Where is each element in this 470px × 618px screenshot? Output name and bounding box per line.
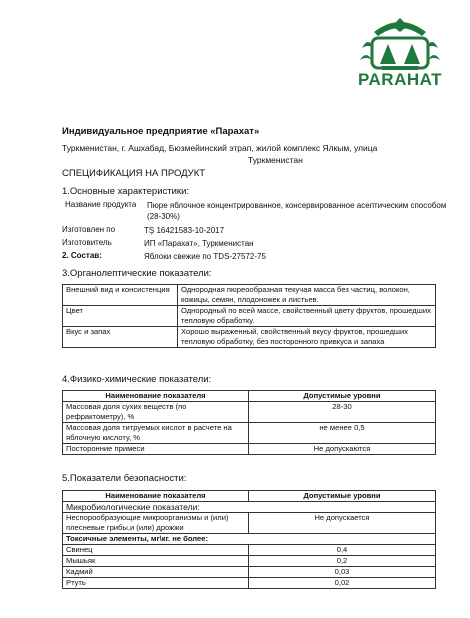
table-cell: 0,03 [249,567,436,578]
table-row [63,567,436,578]
section-5-heading: 5.Показатели безопасности: [62,473,187,484]
table-cell: 28-30 [249,402,436,423]
toxic-heading: Токсичные элементы, мг\кг. не более: [63,534,436,545]
table-cell: Однородная пюреообразная текучая масса без частиц, волокон, кожицы, семян, плодоножек и листьев. [178,285,436,306]
table-cell: Кадмий [63,567,249,578]
table-cell: Цвет [63,306,178,327]
section-4-heading: 4.Физико-химические показатели: [62,374,212,385]
table-cell: Ртуть [63,578,249,589]
table-row [63,545,436,556]
table-row [63,513,436,534]
kv-row [62,238,462,250]
table-row [63,285,436,306]
kv-value: ИП «Парахат», Туркменистан [144,239,254,248]
section-2-heading: 2. Состав: [62,251,102,260]
column-header: Наименование показателя [63,391,249,402]
address-line-1: Туркменистан, г. Ашхабад, Бюзмейинский этрап, жилой комплекс Ялкым, улица [62,143,378,153]
organoleptic-table [62,284,436,348]
table-cell: 0,02 [249,578,436,589]
table-row [63,402,436,423]
table-cell: Посторонние примеси [63,444,249,455]
table-cell: Неспорообразующие микроорганизмы и (или) плесневые грибы,и (или) дрожжи [63,513,249,534]
table-cell: 0,2 [249,556,436,567]
table-cell: 0,4 [249,545,436,556]
table-header-row [63,491,436,502]
table-header-row [63,391,436,402]
company-name: Индивидуальное предприятие «Парахат» [62,126,260,137]
table-cell: Однородный по всей массе, свойственный цвету фруктов, прошедших тепловую обработку. [178,306,436,327]
table-cell: Массовая доля сухих веществ (по рефрактометру), % [63,402,249,423]
table-row [63,306,436,327]
table-row [63,534,436,545]
column-header: Допустимые уровни [249,491,436,502]
table-row [63,556,436,567]
safety-table [62,490,436,589]
section-1-heading: 1.Основные характеристики: [62,186,190,197]
micro-heading: Микробиологические показатели: [63,502,436,513]
kv-key: Название продукта [65,200,137,209]
logo-text: PARAHAT [357,70,443,89]
table-row [63,444,436,455]
table-row [63,327,436,348]
table-cell: Вкус и запах [63,327,178,348]
kv-value: TŞ 16421583-10-2017 [144,226,225,235]
table-row [63,578,436,589]
table-cell: Хорошо выраженный, свойственный вкусу фруктов, прошедших тепловую обработку, без посторонного привкуса и запаха [178,327,436,348]
table-row [63,423,436,444]
table-row [63,502,436,513]
kv-key: Изготовлен по [62,225,116,234]
table-cell: Не допускаются [249,444,436,455]
section-3-heading: 3.Органолептические показатели: [62,268,212,279]
table-cell: Не допускается [249,513,436,534]
table-cell: Внешний вид и консистенция [63,285,178,306]
table-cell: Массовая доля титруемых кислот в расчете на яблочную кислоту, % [63,423,249,444]
table-cell: Свинец [63,545,249,556]
table-cell: Мышьяк [63,556,249,567]
company-address [62,142,402,166]
table-cell: не менее 0,5 [249,423,436,444]
column-header: Наименование показателя [63,491,249,502]
kv-row [65,200,465,224]
section-2-value: Яблоки свежие по TDS-27572-75 [144,252,266,261]
section-2 [62,251,462,263]
column-header: Допустимые уровни [249,391,436,402]
kv-row [62,225,462,237]
kv-value: Пюре яблочное концентрированное, консервированное асептическим способом (28-30%) [147,201,447,221]
kv-key: Изготовитель [62,238,112,247]
document-title: СПЕЦИФИКАЦИЯ НА ПРОДУКТ [62,168,206,179]
physchem-table [62,390,436,455]
address-line-2: Туркменистан [248,155,303,165]
